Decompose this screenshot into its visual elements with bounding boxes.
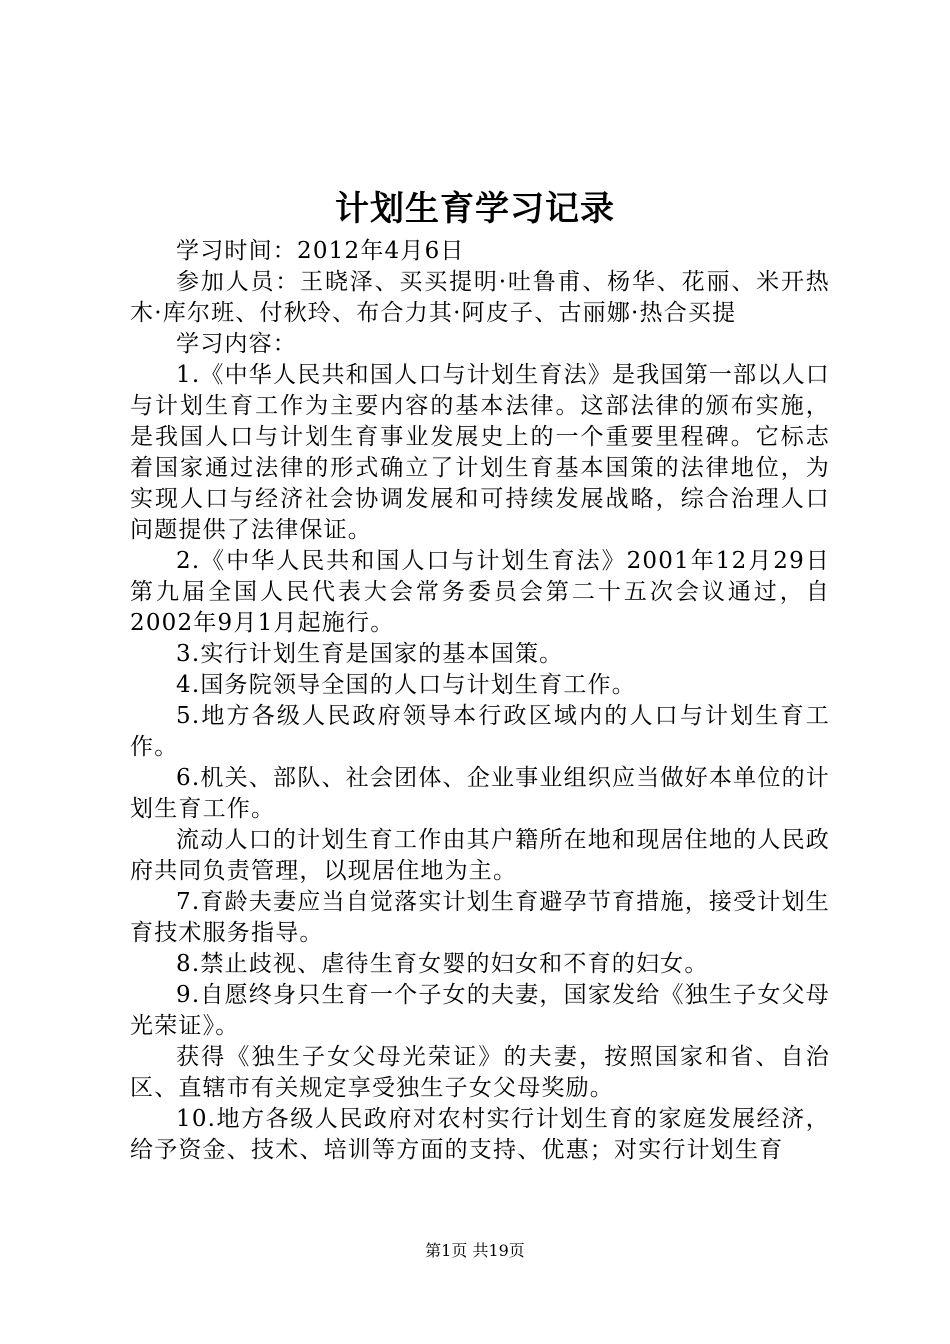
participants: 参加人员：王晓泽、买买提明·吐鲁甫、杨华、花丽、米开热木·库尔班、付秋玲、布合力其·阿皮子、古丽娜·热合买提 — [130, 269, 830, 326]
paragraph-6: 6.机关、部队、社会团体、企业事业组织应当做好本单位的计划生育工作。 — [130, 765, 830, 822]
paragraph-3: 3.实行计划生育是国家的基本国策。 — [176, 641, 564, 667]
paragraph-9: 9.自愿终身只生育一个子女的夫妻，国家发给《独生子女父母光荣证》。 — [130, 982, 830, 1039]
study-time: 学习时间：2012年4月6日 — [176, 238, 465, 264]
paragraph-8: 8.禁止歧视、虐待生育女婴的妇女和不育的妇女。 — [176, 951, 709, 977]
paragraph-6-floating-population: 流动人口的计划生育工作由其户籍所在地和现居住地的人民政府共同负责管理，以现居住地为主。 — [130, 827, 830, 884]
document-body — [130, 236, 830, 1166]
study-content-label: 学习内容： — [176, 331, 297, 357]
paragraph-1: 1.《中华人民共和国人口与计划生育法》是我国第一部以人口与计划生育工作为主要内容的基本法律。这部法律的颁布实施，是我国人口与计划生育事业发展史上的一个重要里程碑。它标志着国家通过法律的形式确立了计划生育基本国策的法律地位，为实现人口与经济社会协调发展和可持续发展战略，综合治理人口问题提供了法律保证。 — [130, 362, 830, 543]
paragraph-7: 7.育龄夫妻应当自觉落实计划生育避孕节育措施，接受计划生育技术服务指导。 — [130, 889, 830, 946]
paragraph-10: 10.地方各级人民政府对农村实行计划生育的家庭发展经济，给予资金、技术、培训等方面的支持、优惠；对实行计划生育 — [130, 1106, 830, 1163]
paragraph-2: 2.《中华人民共和国人口与计划生育法》2001年12月29日第九届全国人民代表大会常务委员会第二十五次会议通过，自2002年9月1月起施行。 — [130, 548, 830, 636]
paragraph-4: 4.国务院领导全国的人口与计划生育工作。 — [176, 672, 636, 698]
document-title: 计划生育学习记录 — [335, 189, 615, 229]
paragraph-5: 5.地方各级人民政府领导本行政区域内的人口与计划生育工作。 — [130, 703, 830, 760]
page-footer: 第1页 共19页 — [425, 1241, 525, 1260]
paragraph-9-certificate-reward: 获得《独生子女父母光荣证》的夫妻，按照国家和省、自治区、直辖市有关规定享受独生子女父母奖励。 — [130, 1044, 830, 1101]
